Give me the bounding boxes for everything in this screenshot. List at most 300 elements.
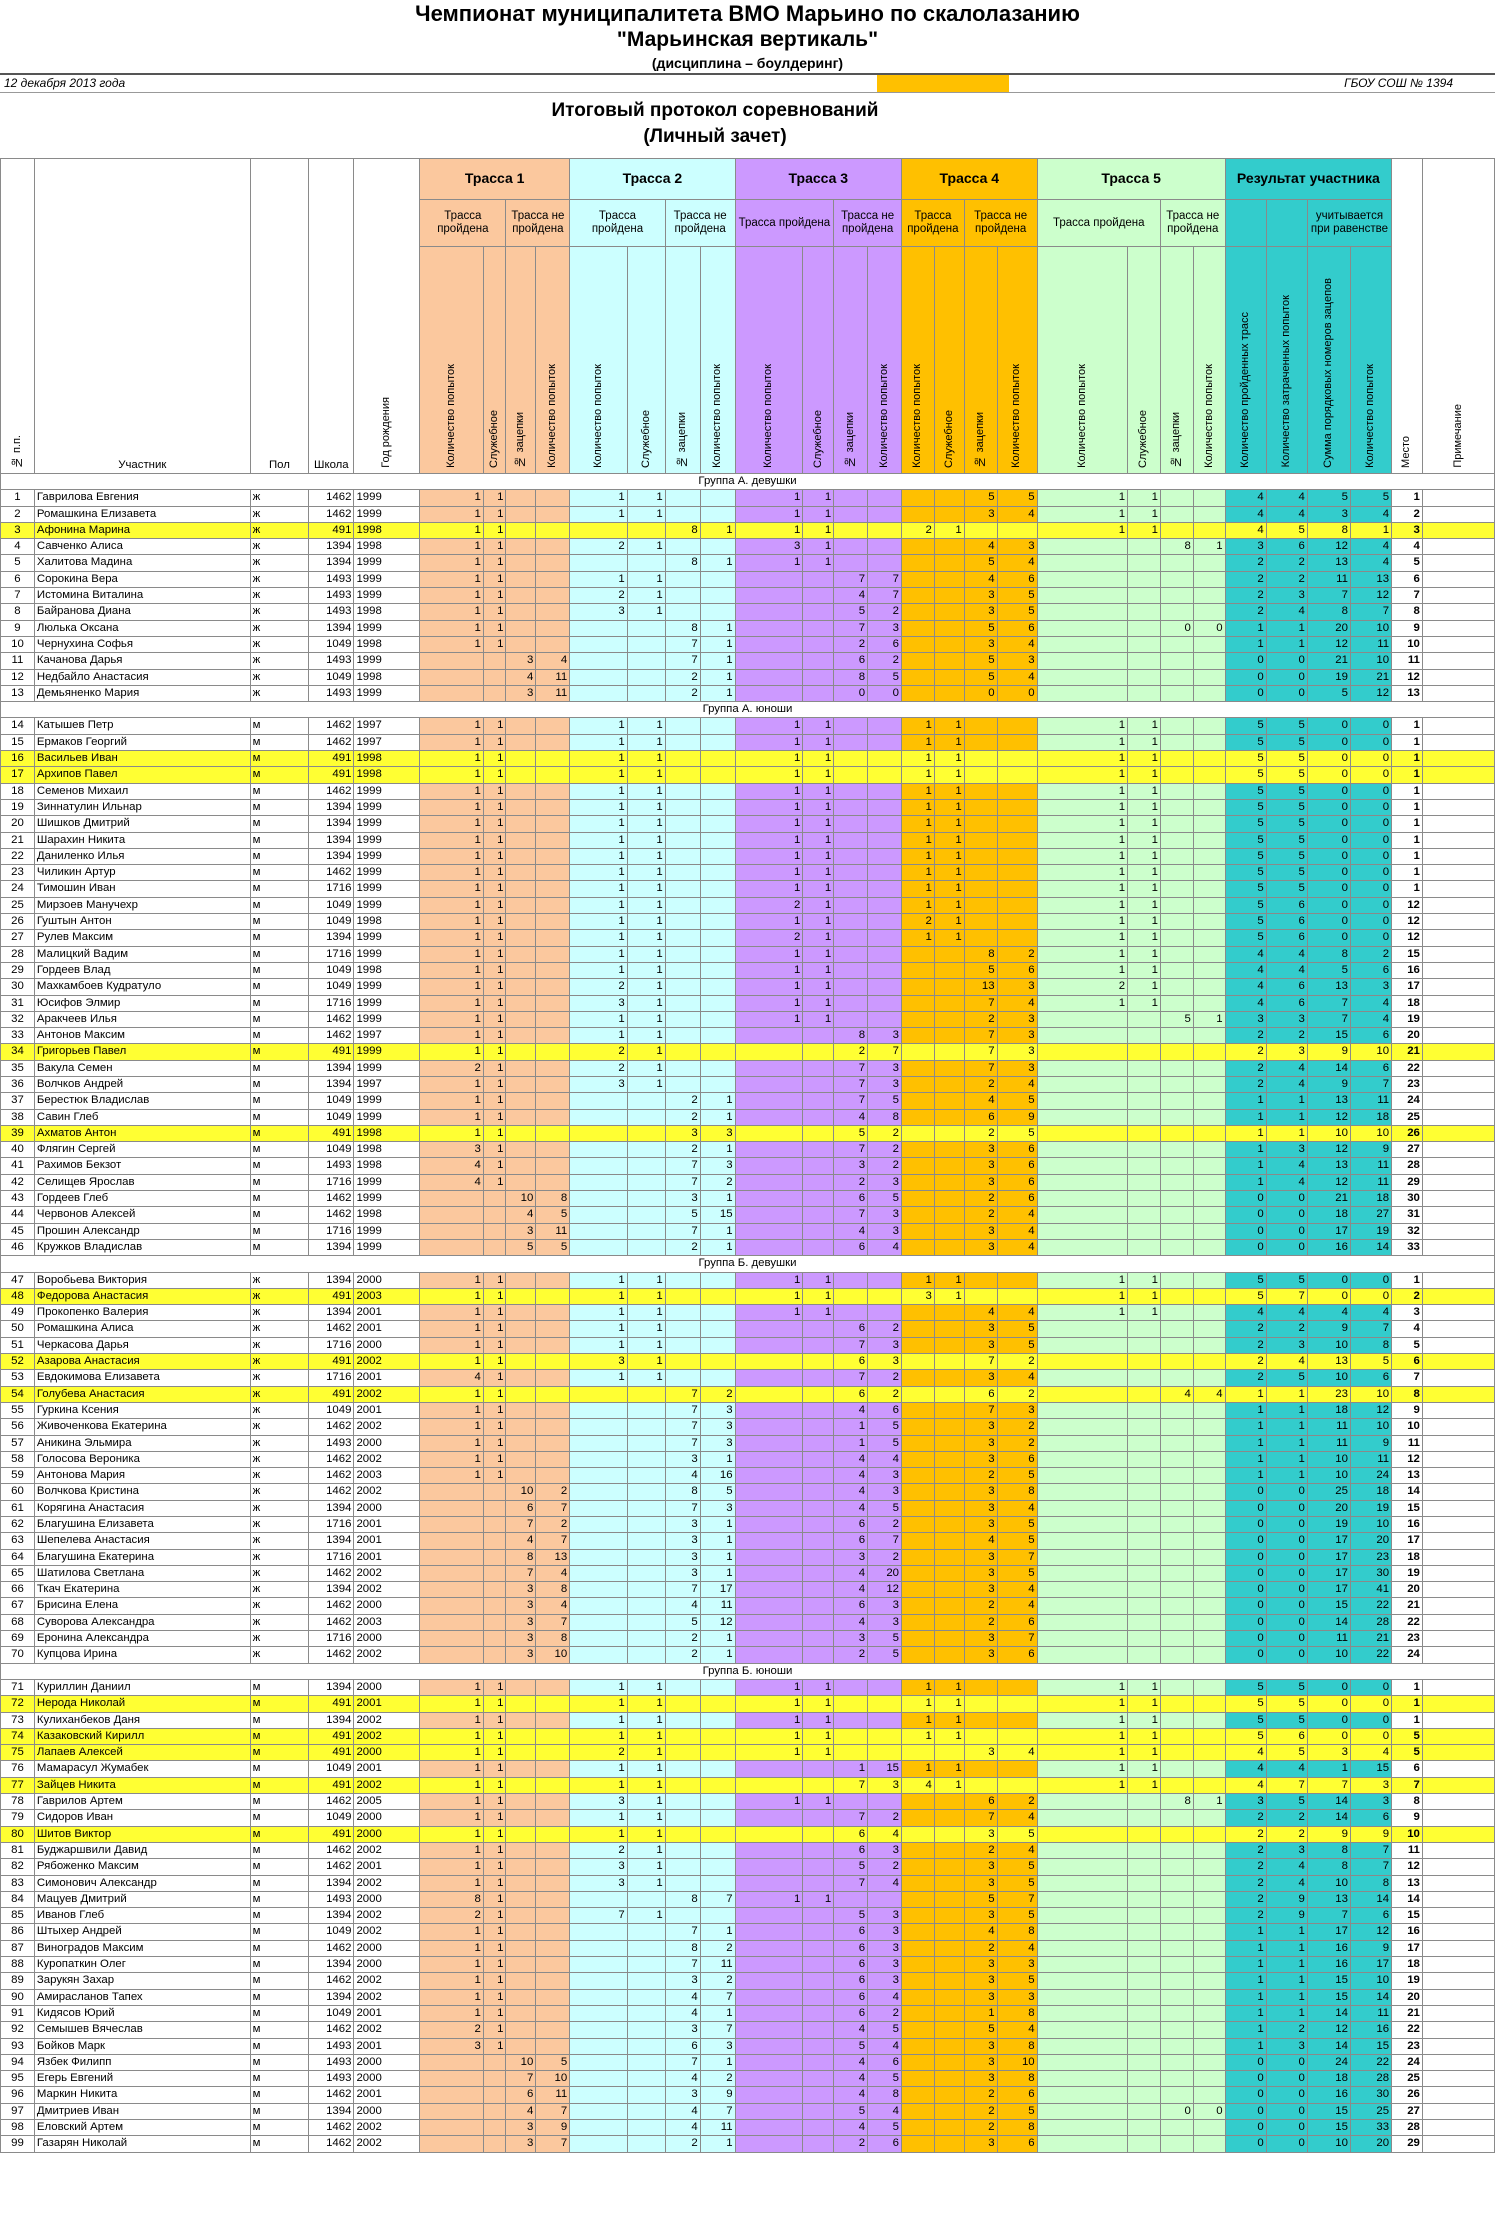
track-4-cell: 1 [934, 1696, 964, 1712]
table-row [1, 1517, 1495, 1533]
participant-place: 23 [1392, 2038, 1423, 2054]
track-4-cell [934, 1093, 964, 1109]
track-4-cell [902, 685, 935, 701]
track-4-cell: 7 [964, 1810, 997, 1826]
track-1-cell: 1 [483, 751, 506, 767]
track-1-cell: 1 [483, 1728, 506, 1744]
track-4-cell: 1 [902, 865, 935, 881]
table-row [1, 1810, 1495, 1826]
track-3-cell: 4 [868, 2103, 902, 2119]
row-number: 43 [1, 1191, 35, 1207]
participant-note [1422, 1060, 1494, 1076]
track-3-cell [834, 848, 868, 864]
track-5-cell [1160, 1109, 1193, 1125]
track-2-cell: 1 [700, 555, 735, 571]
group-title: Группа А. юноши [1, 702, 1495, 718]
track-5-cell [1128, 1924, 1161, 1940]
participant-note [1422, 1174, 1494, 1190]
track-1-cell [506, 783, 536, 799]
result-cell: 6 [1350, 1810, 1391, 1826]
track-3-cell: 6 [868, 1402, 902, 1418]
track-3-cell [735, 2103, 803, 2119]
track-2-cell [570, 1891, 628, 1907]
track-4-cell [934, 1842, 964, 1858]
track-2-cell [570, 1614, 628, 1630]
track-2-cell [627, 1582, 665, 1598]
track-5-cell [1160, 718, 1193, 734]
col-header-place [1392, 159, 1423, 474]
track-3-cell: 4 [834, 1451, 868, 1467]
participant-year: 1999 [354, 946, 420, 962]
participant-year: 2002 [354, 2022, 420, 2038]
track-1-cell [420, 1239, 484, 1255]
track-1-cell: 4 [420, 1174, 484, 1190]
track-5-cell [1193, 2022, 1225, 2038]
track-5-cell [1128, 1239, 1161, 1255]
result-cell: 0 [1350, 783, 1391, 799]
participant-place: 17 [1392, 1533, 1423, 1549]
participant-name: Сорокина Вера [34, 571, 250, 587]
track-1-cell: 1 [483, 1451, 506, 1467]
track-1-hold-no-label: № зацепки [514, 412, 527, 468]
track-3-cell [735, 1142, 803, 1158]
table-row [1, 767, 1495, 783]
track-1-cell: 1 [483, 636, 506, 652]
result-cell: 4 [1225, 995, 1266, 1011]
track-4-cell [997, 734, 1037, 750]
participant-place: 18 [1392, 1957, 1423, 1973]
track-3-cell: 5 [868, 1191, 902, 1207]
participant-sex: ж [250, 1517, 309, 1533]
track-4-service-label: Служебное [942, 409, 955, 468]
track-4-cell [934, 604, 964, 620]
track-1-cell: 1 [483, 962, 506, 978]
track-3-cell [834, 914, 868, 930]
track-1-cell [536, 848, 570, 864]
table-row [1, 848, 1495, 864]
result-cell: 17 [1307, 1533, 1350, 1549]
track-3-cell: 6 [834, 1989, 868, 2005]
track-1-cell [506, 1288, 536, 1304]
track-4-cell: 3 [964, 1435, 997, 1451]
track-1-cell: 1 [483, 946, 506, 962]
col-header-name: Участник [34, 159, 250, 474]
table-row [1, 946, 1495, 962]
track-1-cell: 1 [483, 1875, 506, 1891]
track-4-cell: 2 [997, 1435, 1037, 1451]
track-1-cell: 1 [420, 1076, 484, 1092]
result-cell: 17 [1307, 1565, 1350, 1581]
track-5-service-label: Служебное [1137, 409, 1150, 468]
track-1-cell [483, 1598, 506, 1614]
track-4-cell: 3 [964, 1973, 997, 1989]
participant-school: 1462 [309, 1842, 354, 1858]
track-5-cell [1193, 1435, 1225, 1451]
participant-note [1422, 1354, 1494, 1370]
track-4-attempts-failed-header [997, 247, 1037, 474]
track-3-cell [803, 1614, 834, 1630]
track-4-cell: 3 [964, 1500, 997, 1516]
participant-name: Ахматов Антон [34, 1125, 250, 1141]
result-cell: 7 [1350, 604, 1391, 620]
participant-note [1422, 979, 1494, 995]
track-1-cell [420, 685, 484, 701]
result-cell: 5 [1225, 734, 1266, 750]
track-4-cell [934, 490, 964, 506]
participant-school: 1394 [309, 816, 354, 832]
row-number: 90 [1, 1989, 35, 2005]
track-3-cell [803, 1076, 834, 1092]
track-1-cell: 2 [420, 2022, 484, 2038]
track-2-cell: 2 [570, 1044, 628, 1060]
participant-name: Благушина Елизавета [34, 1517, 250, 1533]
track-3-cell [868, 1696, 902, 1712]
track-3-cell: 1 [803, 718, 834, 734]
track-1-cell: 1 [420, 1875, 484, 1891]
track-2-cell [665, 1826, 700, 1842]
table-row [1, 1728, 1495, 1744]
participant-place: 1 [1392, 865, 1423, 881]
track-5-cell [1193, 1174, 1225, 1190]
row-number: 76 [1, 1761, 35, 1777]
result-cell: 0 [1307, 1288, 1350, 1304]
track-1-cell: 1 [483, 1028, 506, 1044]
participant-place: 29 [1392, 2136, 1423, 2152]
participant-place: 12 [1392, 1859, 1423, 1875]
participant-name: Шатилова Светлана [34, 1565, 250, 1581]
track-1-cell: 3 [506, 2136, 536, 2152]
participant-note [1422, 930, 1494, 946]
participant-note [1422, 620, 1494, 636]
result-cell: 0 [1307, 897, 1350, 913]
track-5-cell [1160, 636, 1193, 652]
track-5-cell [1160, 1940, 1193, 1956]
track-1-cell [506, 1940, 536, 1956]
result-cell: 1 [1266, 1989, 1307, 2005]
track-3-cell: 4 [834, 2119, 868, 2135]
participant-school: 491 [309, 1125, 354, 1141]
track-3-cell: 4 [834, 1565, 868, 1581]
track-5-cell [1128, 1647, 1161, 1663]
track-5-cell: 1 [1128, 751, 1161, 767]
track-5-cell [1193, 1842, 1225, 1858]
participant-sex: м [250, 751, 309, 767]
track-3-cell [803, 2136, 834, 2152]
track-2-cell: 7 [700, 1891, 735, 1907]
track-3-cell: 2 [868, 1125, 902, 1141]
track-5-cell [1128, 1125, 1161, 1141]
track-2-cell: 1 [627, 718, 665, 734]
track-3-cell: 6 [834, 1386, 868, 1402]
track-1-cell [420, 1582, 484, 1598]
result-cell: 23 [1350, 1549, 1391, 1565]
track-1-cell [536, 1386, 570, 1402]
track-1-cell: 4 [506, 669, 536, 685]
track-4-cell: 3 [964, 1826, 997, 1842]
track-2-cell [570, 1484, 628, 1500]
track-3-cell: 3 [868, 1484, 902, 1500]
track-1-cell [536, 1174, 570, 1190]
track-4-cell [934, 1354, 964, 1370]
track-2-cell [665, 1794, 700, 1810]
track-2-cell: 1 [570, 832, 628, 848]
track-3-cell: 3 [868, 1174, 902, 1190]
participant-note [1422, 1517, 1494, 1533]
track-2-cell [700, 1745, 735, 1761]
track-4-cell [934, 1517, 964, 1533]
track-4-cell: 7 [997, 1549, 1037, 1565]
track-4-cell [902, 1419, 935, 1435]
track-2-cell [627, 1614, 665, 1630]
track-4-cell [934, 1500, 964, 1516]
track-5-cell [1193, 1239, 1225, 1255]
track-4-cell [902, 979, 935, 995]
participant-school: 1462 [309, 490, 354, 506]
track-3-cell: 2 [868, 2005, 902, 2021]
track-2-cell: 1 [627, 1875, 665, 1891]
participant-sex: м [250, 718, 309, 734]
result-cell: 6 [1266, 914, 1307, 930]
participant-school: 1493 [309, 2054, 354, 2070]
track-1-cell [506, 1076, 536, 1092]
result-cell: 10 [1307, 1875, 1350, 1891]
participant-school: 1394 [309, 799, 354, 815]
track-4-cell [934, 1125, 964, 1141]
track-4-cell: 3 [997, 1989, 1037, 2005]
track-2-cell: 1 [627, 571, 665, 587]
track-1-cell: 3 [506, 1614, 536, 1630]
track-4-cell [964, 1777, 997, 1793]
track-1-cell [536, 1908, 570, 1924]
track-1-cell [536, 2022, 570, 2038]
track-1-cell: 11 [536, 1223, 570, 1239]
result-cell: 2 [1225, 588, 1266, 604]
track-3-cell: 1 [735, 555, 803, 571]
participant-year: 2002 [354, 1419, 420, 1435]
track-5-cell [1128, 1076, 1161, 1092]
track-5-cell [1160, 2071, 1193, 2087]
track-2-cell [665, 1875, 700, 1891]
track-2-cell [570, 1989, 628, 2005]
track-4-cell: 3 [997, 979, 1037, 995]
result-cell: 20 [1307, 1500, 1350, 1516]
track-2-cell [570, 1549, 628, 1565]
track-1-cell: 8 [420, 1891, 484, 1907]
track-3-cell [868, 1712, 902, 1728]
track-3-cell: 1 [803, 897, 834, 913]
participant-year: 1999 [354, 865, 420, 881]
track-1-cell: 1 [483, 1696, 506, 1712]
track-5-cell [1193, 1321, 1225, 1337]
track-1-cell: 1 [483, 1794, 506, 1810]
track-4-cell [934, 1582, 964, 1598]
track-4-cell: 1 [902, 783, 935, 799]
track-4-cell: 3 [964, 1989, 997, 2005]
track-1-cell: 5 [536, 1239, 570, 1255]
participant-name: Благушина Екатерина [34, 1549, 250, 1565]
participant-year: 1999 [354, 783, 420, 799]
track-2-cell [700, 783, 735, 799]
track-5-cell [1128, 2119, 1161, 2135]
participant-year: 1999 [354, 832, 420, 848]
track-3-cell: 7 [868, 1533, 902, 1549]
participant-year: 2005 [354, 1794, 420, 1810]
result-cell: 0 [1350, 832, 1391, 848]
track-5-attempts-header [1037, 247, 1127, 474]
track-1-cell [483, 1647, 506, 1663]
participant-note [1422, 1011, 1494, 1027]
track-3-cell: 2 [868, 1321, 902, 1337]
row-number: 79 [1, 1810, 35, 1826]
track-3-cell [803, 1354, 834, 1370]
track-3-cell [868, 946, 902, 962]
participant-sex: м [250, 832, 309, 848]
track-1-cell [536, 1842, 570, 1858]
track-3-cell: 2 [868, 1142, 902, 1158]
participant-sex: ж [250, 1549, 309, 1565]
track-5-cell [1128, 1614, 1161, 1630]
track-3-cell: 3 [868, 1060, 902, 1076]
track-2-cell: 1 [570, 1810, 628, 1826]
track-2-cell [627, 653, 665, 669]
track-1-cell [506, 767, 536, 783]
track-4-cell: 5 [997, 1533, 1037, 1549]
participant-school: 1493 [309, 604, 354, 620]
participant-name: Семенов Михаил [34, 783, 250, 799]
result-cell: 0 [1225, 2054, 1266, 2070]
track-1-cell [483, 669, 506, 685]
track-5-cell [1037, 1647, 1127, 1663]
row-number: 84 [1, 1891, 35, 1907]
track-1-cell: 1 [420, 604, 484, 620]
track-2-cell [665, 751, 700, 767]
track-2-cell: 15 [700, 1207, 735, 1223]
track-1-cell: 1 [420, 620, 484, 636]
track-5-cell: 1 [1037, 718, 1127, 734]
result-cell: 0 [1307, 914, 1350, 930]
result-cell: 1 [1225, 1451, 1266, 1467]
track-2-cell: 3 [665, 1533, 700, 1549]
track-4-cell: 1 [934, 1712, 964, 1728]
participant-note [1422, 767, 1494, 783]
track-2-cell: 4 [665, 1989, 700, 2005]
result-cell: 10 [1350, 1419, 1391, 1435]
result-cell: 41 [1350, 1582, 1391, 1598]
track-4-cell [964, 1712, 997, 1728]
result-cell: 17 [1350, 1957, 1391, 1973]
participant-name: Вакула Семен [34, 1060, 250, 1076]
row-number: 31 [1, 995, 35, 1011]
track-5-cell [1160, 1631, 1193, 1647]
row-number: 68 [1, 1614, 35, 1630]
participant-place: 5 [1392, 1728, 1423, 1744]
track-4-cell: 2 [964, 1191, 997, 1207]
participant-place: 7 [1392, 588, 1423, 604]
track-2-cell [627, 1093, 665, 1109]
track-3-cell [834, 1696, 868, 1712]
track-3-cell: 3 [868, 1207, 902, 1223]
track-1-cell: 10 [506, 2054, 536, 2070]
participant-year: 2000 [354, 1940, 420, 1956]
track-4-cell [902, 1745, 935, 1761]
track-4-cell: 3 [964, 1582, 997, 1598]
result-cell: 15 [1307, 1989, 1350, 2005]
track-4-cell: 6 [997, 1142, 1037, 1158]
track-2-cell: 1 [627, 1810, 665, 1826]
track-3-cell [868, 490, 902, 506]
row-number: 63 [1, 1533, 35, 1549]
track-3-passed-header: Трасса пройдена [735, 200, 834, 247]
table-row [1, 1794, 1495, 1810]
track-2-cell: 1 [570, 1011, 628, 1027]
track-1-cell [536, 539, 570, 555]
result-cell: 19 [1307, 669, 1350, 685]
track-5-cell [1128, 1940, 1161, 1956]
result-cell: 9 [1266, 1908, 1307, 1924]
result-cell: 5 [1266, 522, 1307, 538]
result-cell: 6 [1266, 995, 1307, 1011]
track-3-cell: 3 [868, 1076, 902, 1092]
participant-name: Савченко Алиса [34, 539, 250, 555]
track-2-cell [700, 881, 735, 897]
result-cell: 0 [1307, 734, 1350, 750]
track-4-cell [934, 2087, 964, 2103]
track-1-cell: 1 [420, 1745, 484, 1761]
track-3-cell: 4 [834, 2022, 868, 2038]
track-3-cell: 1 [735, 1891, 803, 1907]
track-2-attempts-header [570, 247, 628, 474]
participant-place: 16 [1392, 1924, 1423, 1940]
participant-school: 491 [309, 522, 354, 538]
result-cell: 9 [1307, 1076, 1350, 1092]
participant-school: 491 [309, 1745, 354, 1761]
participant-school: 1493 [309, 1158, 354, 1174]
track-1-cell: 1 [483, 1777, 506, 1793]
participant-school: 1493 [309, 2038, 354, 2054]
result-cell: 19 [1307, 1517, 1350, 1533]
row-number: 7 [1, 588, 35, 604]
track-1-cell [483, 1191, 506, 1207]
track-5-cell [1160, 1044, 1193, 1060]
track-4-cell [964, 799, 997, 815]
result-cell: 5 [1225, 767, 1266, 783]
track-1-cell: 1 [420, 506, 484, 522]
track-4-cell: 3 [964, 1875, 997, 1891]
track-1-cell: 1 [483, 1370, 506, 1386]
result-cell: 18 [1350, 1484, 1391, 1500]
result-cell: 0 [1350, 1272, 1391, 1288]
track-3-cell: 1 [803, 1288, 834, 1304]
track-1-cell [483, 2136, 506, 2152]
result-cell: 0 [1307, 848, 1350, 864]
track-1-cell [483, 1631, 506, 1647]
track-1-cell [506, 1989, 536, 2005]
track-5-cell [1037, 2119, 1127, 2135]
track-3-cell [834, 799, 868, 815]
result-cell: 4 [1266, 1174, 1307, 1190]
participant-year: 2001 [354, 1533, 420, 1549]
track-4-cell: 6 [997, 571, 1037, 587]
track-4-cell [934, 1631, 964, 1647]
track-1-cell: 1 [483, 1891, 506, 1907]
track-2-cell: 1 [570, 1272, 628, 1288]
track-4-cell [902, 604, 935, 620]
row-number: 78 [1, 1794, 35, 1810]
track-3-cell [803, 1109, 834, 1125]
track-5-cell [1037, 1549, 1127, 1565]
track-4-cell: 5 [964, 620, 997, 636]
result-cell: 11 [1350, 2005, 1391, 2021]
